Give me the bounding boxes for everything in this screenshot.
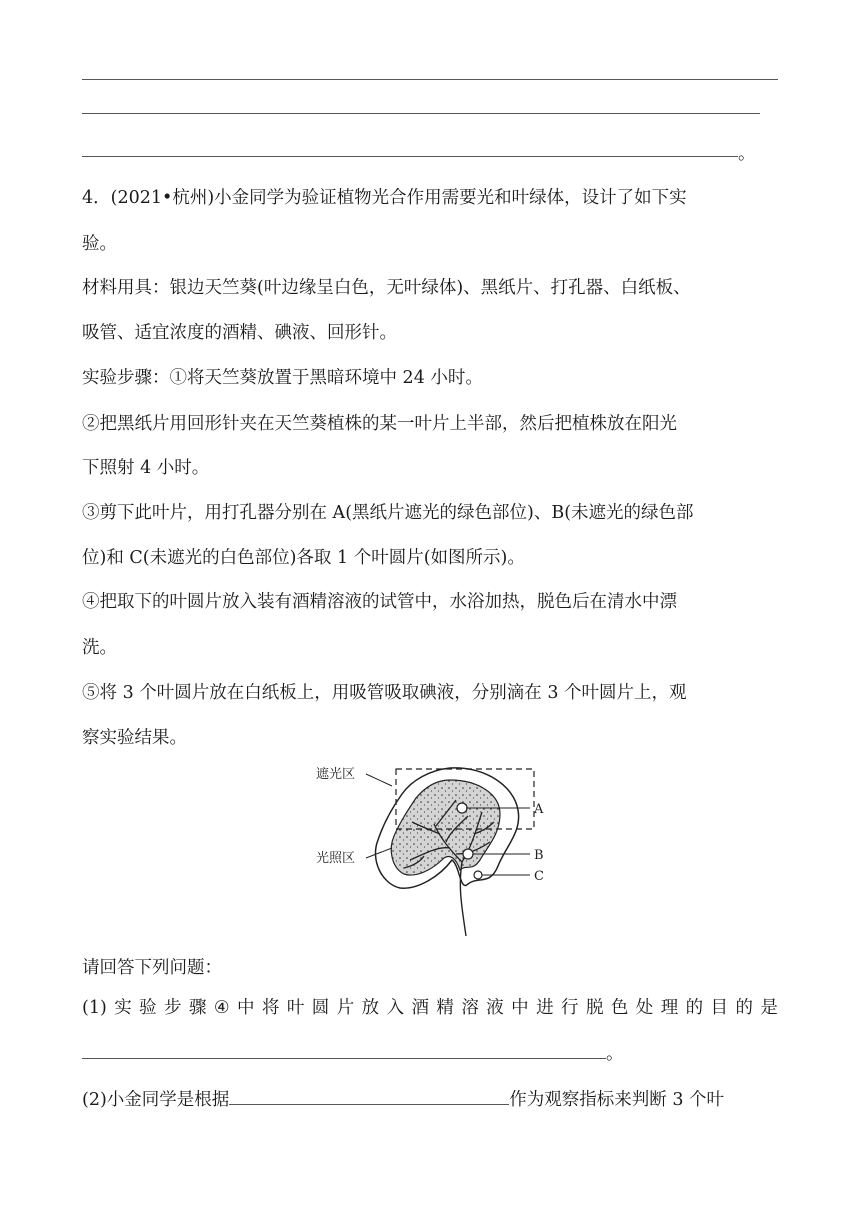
q4-step4-line1: ④把取下的叶圆片放入装有酒精溶液的试管中，水浴加热，脱色后在清水中漂 (82, 592, 677, 612)
q4-step5-line2: 察实验结果。 (82, 728, 187, 748)
q1-char: 脱 (585, 998, 604, 1018)
q1-char: 理 (660, 998, 679, 1018)
q1-char: 酒 (411, 998, 429, 1018)
q1-char: 进 (536, 998, 554, 1018)
q1-char: 溶 (461, 998, 479, 1018)
q1-char: (1) (82, 998, 107, 1018)
questions-prompt: 请回答下列问题： (82, 958, 222, 978)
q1-answer-blank[interactable] (82, 1040, 606, 1059)
disc-a (457, 803, 467, 813)
q4-step4-line2: 洗。 (82, 638, 117, 658)
q4-step5-line1: ⑤将 3 个叶圆片放在白纸板上，用吸管吸取碘液，分别滴在 3 个叶圆片上，观 (82, 683, 687, 703)
q1-char: 实 (114, 998, 132, 1018)
answer-line-3 (82, 156, 738, 157)
label-b: B (534, 848, 544, 863)
q1-char: 液 (486, 998, 504, 1018)
q2-answer-blank[interactable] (229, 1086, 509, 1105)
label-c: C (534, 869, 544, 884)
q2-start: (2)小金同学是根据 (82, 1090, 230, 1110)
disc-b (463, 849, 473, 859)
q4-step2-line2: 下照射 4 小时。 (82, 458, 210, 478)
label-lit-zone: 光照区 (316, 851, 356, 866)
label-a: A (534, 802, 544, 817)
q2-line (82, 1086, 724, 1112)
q1-char: 中 (237, 998, 255, 1018)
q1-char: 精 (436, 998, 454, 1018)
q1-char: 将 (261, 998, 280, 1018)
q1-char: 验 (139, 998, 157, 1018)
q4-step3-line2: 位)和 C(未遮光的白色部位)各取 1 个叶圆片(如图所示)。 (82, 548, 525, 568)
q1-char: 片 (336, 998, 355, 1018)
q4-materials-line2: 吸管、适宜浓度的酒精、碘液、回形针。 (82, 323, 397, 343)
q1-char: 叶 (286, 998, 305, 1018)
answer-end-mark: 。 (738, 144, 756, 164)
q4-step1: 实验步骤：①将天竺葵放置于黑暗环境中 24 小时。 (82, 368, 483, 388)
q1-char: 目 (710, 998, 729, 1018)
q1-char: 放 (361, 998, 380, 1018)
answer-line-1 (82, 79, 778, 80)
label-shaded-zone: 遮光区 (316, 767, 356, 782)
leaf-diagram (300, 758, 570, 938)
q4-step2-line1: ②把黑纸片用回形针夹在天竺葵植株的某一叶片上半部，然后把植株放在阳光 (82, 414, 677, 434)
q4-stem-line2: 验。 (82, 234, 117, 254)
q1-char: 的 (685, 998, 704, 1018)
q1-char: 的 (735, 998, 753, 1018)
q1-char: 中 (511, 998, 529, 1018)
q4-step3-line1: ③剪下此叶片，用打孔器分别在 A(黑纸片遮光的绿色部位)、B(未遮光的绿色部 (82, 503, 694, 523)
q4-stem-line1: 4．(2021•杭州)小金同学为验证植物光合作用需要光和叶绿体，设计了如下实 (82, 188, 687, 208)
q1-line (82, 996, 778, 1020)
q2-end: 作为观察指标来判断 3 个叶 (509, 1090, 725, 1110)
q1-char: 入 (386, 998, 405, 1018)
q4-materials-line1: 材料用具：银边天竺葵(叶边缘呈白色，无叶绿体)、黑纸片、打孔器、白纸板、 (82, 278, 691, 298)
q1-char: 骤 (188, 998, 207, 1018)
q1-char: ④ (213, 998, 230, 1018)
q1-char: 步 (164, 998, 182, 1018)
disc-c (474, 871, 482, 879)
answer-line-2 (82, 113, 760, 114)
q1-answer-line (82, 1040, 624, 1066)
q1-char: 行 (561, 998, 579, 1018)
q1-char: 是 (760, 998, 778, 1018)
q1-char: 处 (635, 998, 654, 1018)
q1-char: 圆 (311, 998, 330, 1018)
q1-char: 色 (610, 998, 629, 1018)
q1-end-mark: 。 (606, 1044, 624, 1064)
